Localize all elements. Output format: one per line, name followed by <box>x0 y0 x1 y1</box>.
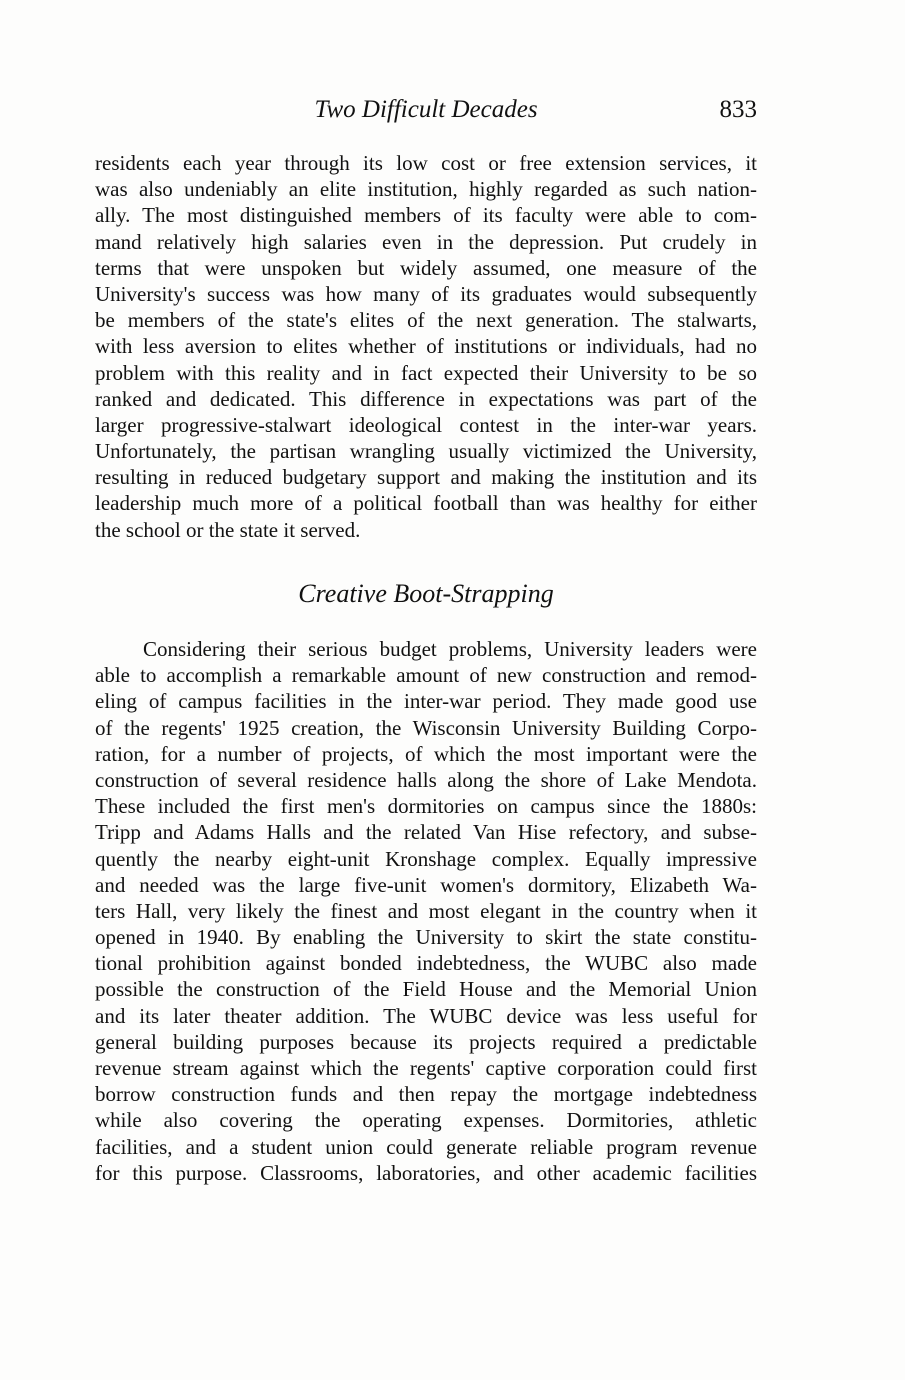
section-heading: Creative Boot-Strapping <box>298 579 554 608</box>
text-line: revenue stream against which the regents' captive corporation could first <box>95 1056 757 1080</box>
body-paragraph-continued <box>95 150 757 543</box>
text-line: mand relatively high salaries even in the depression. Put crudely in <box>95 229 757 254</box>
text-line: ration, for a number of projects, of which the most important were the <box>95 741 757 766</box>
text-line: ranked and dedicated. This difference in expectations was part of the <box>95 386 757 411</box>
text-line: general building purposes because its projects required a predictable <box>95 1029 757 1054</box>
text-line: the school or the state it served. <box>95 517 361 542</box>
text-line: terms that were unspoken but widely assumed, one measure of the <box>95 255 757 280</box>
text-line: Tripp and Adams Halls and the related Van Hise refectory, and subse- <box>95 820 757 845</box>
text-line: facilities, and a student union could generate reliable program revenue <box>95 1134 757 1159</box>
text-line: Considering their serious budget problems, University leaders were <box>143 637 757 661</box>
text-line: opened in 1940. By enabling the University to skirt the state constitu- <box>95 925 757 950</box>
text-line: ters Hall, very likely the finest and most elegant in the country when it <box>95 898 757 923</box>
text-line: resulting in reduced budgetary support and making the institution and its <box>95 465 757 490</box>
text-line: ally. The most distinguished members of its faculty were able to com- <box>95 203 757 228</box>
text-line: tional prohibition against bonded indebtedness, the WUBC also made <box>95 951 757 976</box>
text-line: able to accomplish a remarkable amount of new construction and remod- <box>95 663 757 688</box>
text-line: These included the first men's dormitories on campus since the 1880s: <box>95 794 757 819</box>
running-head <box>95 92 757 128</box>
text-line: University's success was how many of its graduates would subsequently <box>95 281 757 306</box>
text-line: be members of the state's elites of the next generation. The stalwarts, <box>95 308 757 333</box>
page-number: 833 <box>719 96 757 123</box>
text-line: leadership much more of a political football than was healthy for either <box>95 491 757 516</box>
text-line: and needed was the large five-unit women's dormitory, Elizabeth Wa- <box>95 872 757 897</box>
running-title: Two Difficult Decades <box>314 96 538 123</box>
text-line: while also covering the operating expenses. Dormitories, athletic <box>95 1108 757 1133</box>
text-line: for this purpose. Classrooms, laboratories, and other academic facilities <box>95 1160 757 1185</box>
text-line: borrow construction funds and then repay the mortgage indebtedness <box>95 1082 757 1107</box>
text-line: of the regents' 1925 creation, the Wisconsin University Building Corpo- <box>95 715 757 740</box>
body-paragraph <box>95 636 757 1186</box>
text-line: possible the construction of the Field House and the Memorial Union <box>95 977 757 1002</box>
text-line: with less aversion to elites whether of institutions or individuals, had no <box>95 334 757 359</box>
text-line: construction of several residence halls along the shore of Lake Mendota. <box>95 767 757 792</box>
text-line: residents each year through its low cost or free extension services, it <box>95 151 757 175</box>
text-line: Unfortunately, the partisan wrangling usually victimized the University, <box>95 439 757 464</box>
text-line: eling of campus facilities in the inter-war period. They made good use <box>95 689 757 714</box>
text-line: and its later theater addition. The WUBC device was less useful for <box>95 1003 757 1028</box>
text-line: quently the nearby eight-unit Kronshage complex. Equally impressive <box>95 846 757 871</box>
text-line: larger progressive-stalwart ideological contest in the inter-war years. <box>95 412 757 437</box>
text-line: problem with this reality and in fact expected their University to be so <box>95 360 757 385</box>
text-line: was also undeniably an elite institution, highly regarded as such nation- <box>95 177 757 202</box>
